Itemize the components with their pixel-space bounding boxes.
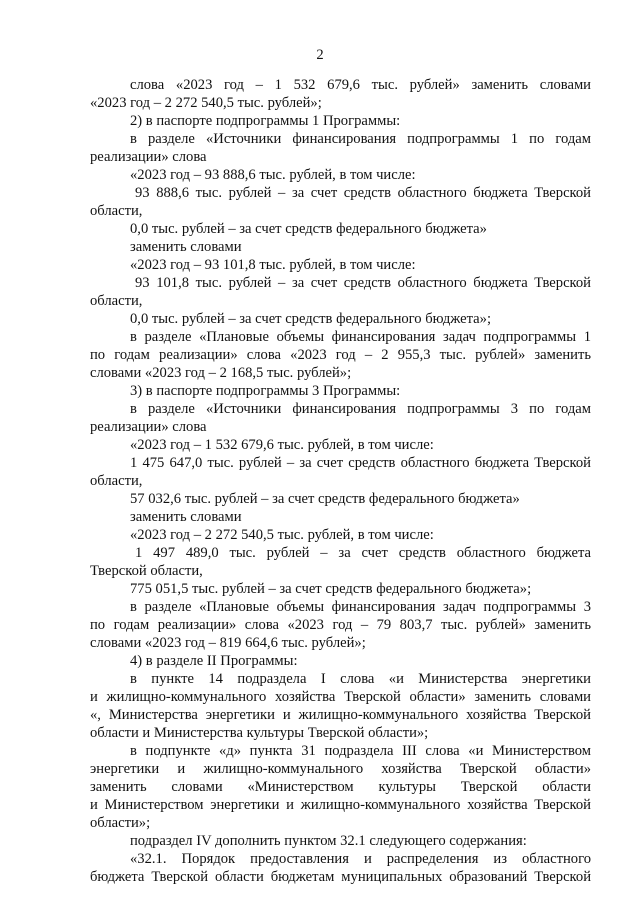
text-line: Тверской области, bbox=[90, 563, 203, 579]
page-number: 2 bbox=[316, 47, 324, 63]
text-line: заменить словами bbox=[130, 509, 242, 525]
text-line: «2023 год – 93 888,6 тыс. рублей, в том числе: bbox=[130, 167, 416, 183]
text-line: 93 101,8 тыс. рублей – за счет средств областного бюджета Тверской bbox=[135, 275, 591, 291]
text-line: 4) в разделе II Программы: bbox=[130, 653, 298, 669]
text-line: области, bbox=[90, 293, 143, 309]
text-line: слова «2023 год – 1 532 679,6 тыс. рублей» заменить словами bbox=[130, 77, 591, 93]
text-line: 3) в паспорте подпрограммы 3 Программы: bbox=[130, 383, 401, 399]
text-line: «2023 год – 1 532 679,6 тыс. рублей, в том числе: bbox=[130, 437, 434, 453]
text-line: в разделе «Плановые объемы финансирования задач подпрограммы 3 bbox=[130, 599, 591, 615]
text-line: «, Министерства энергетики и жилищно-коммунального хозяйства Тверской bbox=[90, 707, 591, 723]
text-line: реализации» слова bbox=[90, 419, 207, 435]
text-line: по годам реализации» слова «2023 год – 2 955,3 тыс. рублей» заменить bbox=[90, 347, 591, 363]
text-line: 775 051,5 тыс. рублей – за счет средств федерального бюджета»; bbox=[130, 581, 532, 597]
text-line: заменить словами «Министерством культуры Тверской области bbox=[90, 779, 591, 795]
text-line: 1 475 647,0 тыс. рублей – за счет средств областного бюджета Тверской bbox=[130, 455, 591, 471]
text-line: словами «2023 год – 2 168,5 тыс. рублей»; bbox=[90, 365, 352, 381]
text-line: по годам реализации» слова «2023 год – 79 803,7 тыс. рублей» заменить bbox=[90, 617, 591, 633]
text-line: области, bbox=[90, 473, 143, 489]
text-line: словами «2023 год – 819 664,6 тыс. рублей»; bbox=[90, 635, 366, 651]
text-line: 1 497 489,0 тыс. рублей – за счет средств областного бюджета bbox=[135, 545, 591, 561]
text-line: 0,0 тыс. рублей – за счет средств федерального бюджета» bbox=[130, 221, 487, 237]
text-line: бюджета Тверской области бюджетам муниципальных образований Тверской bbox=[90, 869, 591, 885]
text-line: области, bbox=[90, 203, 143, 219]
text-line: и жилищно-коммунального хозяйства Тверской области» заменить словами bbox=[90, 689, 591, 705]
text-line: «2023 год – 93 101,8 тыс. рублей, в том числе: bbox=[130, 257, 416, 273]
text-line: в подпункте «д» пункта 31 подраздела III слова «и Министерством bbox=[130, 743, 591, 759]
text-line: и Министерством энергетики и жилищно-коммунального хозяйства Тверской bbox=[90, 797, 591, 813]
text-line: в пункте 14 подраздела I слова «и Министерства энергетики bbox=[130, 671, 591, 687]
text-line: «2023 год – 2 272 540,5 тыс. рублей, в том числе: bbox=[130, 527, 434, 543]
text-line: 0,0 тыс. рублей – за счет средств федерального бюджета»; bbox=[130, 311, 492, 327]
text-line: «32.1. Порядок предоставления и распределения из областного bbox=[130, 851, 591, 867]
text-line: 57 032,6 тыс. рублей – за счет средств федерального бюджета» bbox=[130, 491, 520, 507]
text-line: «2023 год – 2 272 540,5 тыс. рублей»; bbox=[90, 95, 322, 111]
text-line: в разделе «Источники финансирования подпрограммы 1 по годам bbox=[130, 131, 591, 147]
text-line: 93 888,6 тыс. рублей – за счет средств областного бюджета Тверской bbox=[135, 185, 591, 201]
text-line: реализации» слова bbox=[90, 149, 207, 165]
text-line: в разделе «Источники финансирования подпрограммы 3 по годам bbox=[130, 401, 591, 417]
text-line: заменить словами bbox=[130, 239, 242, 255]
text-line: в разделе «Плановые объемы финансирования задач подпрограммы 1 bbox=[130, 329, 591, 345]
text-line: области и Министерства культуры Тверской области»; bbox=[90, 725, 429, 741]
text-line: 2) в паспорте подпрограммы 1 Программы: bbox=[130, 113, 401, 129]
text-line: области»; bbox=[90, 815, 151, 831]
text-line: подраздел IV дополнить пунктом 32.1 следующего содержания: bbox=[130, 833, 527, 849]
text-line: энергетики и жилищно-коммунального хозяйства Тверской области» bbox=[90, 761, 591, 777]
